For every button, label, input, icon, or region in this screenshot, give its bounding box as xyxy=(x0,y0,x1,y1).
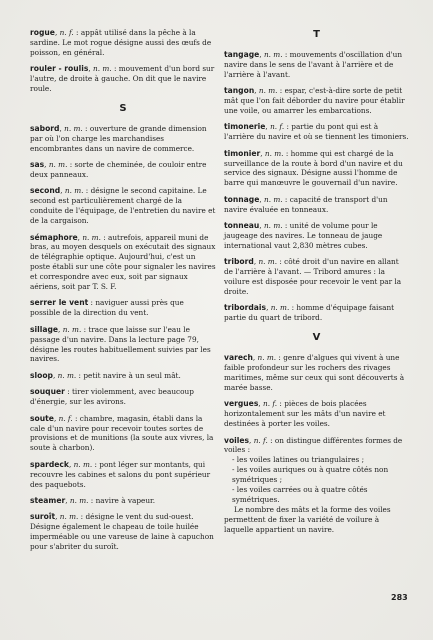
entry-line: sloop, n. m. : petit navire à un seul mât. xyxy=(30,370,181,380)
entry-definition: on distingue différentes formes de voiles : xyxy=(224,435,403,455)
entry-line: tribordais, n. m. : homme d'équipage faisant partie du quart de tribord. xyxy=(224,303,395,323)
entry-definition: espar, c'est-à-dire sorte de petit mât que l'on fait déborder du navire pour établir une voile, ou amarrer les embarcations. xyxy=(224,86,405,115)
entry-headword: varech xyxy=(224,353,253,363)
entry-line: serrer le vent : naviguer aussi près que possible de la direction du vent. xyxy=(30,298,184,318)
entry-line: rouler - roulis, n. m. : mouvement d'un bord sur l'autre, de droite à gauche. On dit que le navire roule. xyxy=(30,64,215,94)
glossary-entry xyxy=(30,160,216,180)
entry-definition: autrefois, appareil muni de bras, au moyen desquels on exécutait des signaux de télégraphie optique. Aujourd'hui, c'est un poste établi sur une côte pour signaler les navires et correspondre avec eux, soit par signaux aériens, soit par T. S. F. xyxy=(30,232,216,292)
entry-headword: soute xyxy=(30,413,54,423)
entry-definition: mouvements d'oscillation d'un navire dans le sens de l'avant à l'arrière et de l'arrière à l'avant. xyxy=(224,49,403,79)
glossary-entry xyxy=(30,64,216,94)
entry-definition: chambre, magasin, établi dans la cale d'un navire pour recevoir toutes sortes de provisions et de munitions (la soute aux vivres, la soute à charbon). xyxy=(30,413,214,453)
entry-bullet-text: les voiles auriques ou à quatre côtés non symétriques ; xyxy=(232,465,389,485)
entry-headword: suroît xyxy=(30,512,56,522)
entry-gram: n. m. xyxy=(258,86,278,96)
entry-gram: n. f. xyxy=(263,399,278,409)
entry-definition: navire à vapeur. xyxy=(95,495,156,505)
entry-line: tribord, n. m. : côté droit d'un navire en allant de l'arrière à l'avant. — Tribord amures : la voilure est disposée pour recevoir le vent par la droite. xyxy=(224,257,402,297)
entry-line: suroît, n. m. : désigne le vent du sud-ouest. Désigne également le chapeau de toile huilée imperméable ou une vareuse de laine à capuchon pour s'abriter du suroît. xyxy=(30,512,214,552)
entry-line: second, n. m. : désigne le second capitaine. Le second est particulièrement chargé de la conduite de l'équipage, de l'entretien du navire et de la cargaison. xyxy=(30,186,216,226)
glossary-entry xyxy=(224,399,409,429)
glossary-entry xyxy=(30,387,216,407)
entry-headword: spardeck xyxy=(30,459,69,469)
right-column xyxy=(224,28,409,541)
entry-gram: n. f. xyxy=(59,28,74,37)
glossary-entry xyxy=(224,149,409,189)
entry-headword: second xyxy=(30,186,61,196)
entry-bullet-text: les voiles carrées ou à quatre côtés symétriques. xyxy=(232,485,368,504)
entry-headword: rouler - roulis xyxy=(30,64,89,74)
entry-definition: naviguer aussi près que possible de la direction du vent. xyxy=(30,298,184,318)
entry-definition: appât utilisé dans la pêche à la sardine. Le mot rogue désigne aussi des œufs de poisson, en général. xyxy=(30,28,212,57)
glossary-entry xyxy=(30,512,216,552)
entry-gram: n. m. xyxy=(264,194,283,204)
entry-gram: n. f. xyxy=(270,122,285,132)
entry-gram: n. m. xyxy=(93,64,112,74)
entry-gram: n. m. xyxy=(69,495,89,505)
entry-gram: n. m. xyxy=(73,459,93,469)
entry-headword: timonier xyxy=(224,148,261,158)
entry-headword: serrer le vent xyxy=(30,298,89,308)
entry-line: sémaphore, n. m. : autrefois, appareil muni de bras, au moyen desquels on exécutait des signaux de télégraphie optique. Aujourd'hui, c'est un poste établi sur une côte pour signaler les navires et correspondre avec eux, soit par signaux aériens, soit par T. S. F. xyxy=(30,232,216,292)
entry-bullet: - les voiles latines ou triangulaires ; xyxy=(232,455,365,465)
entry-headword: steamer xyxy=(30,495,66,505)
entry-continuation: Le nombre des mâts et la forme des voiles permettent de fixer la variété de voilure à laquelle appartient un navire. xyxy=(224,504,391,534)
glossary-entry xyxy=(30,496,216,506)
entry-line: tonnage, n. m. : capacité de transport d'un navire évaluée en tonneaux. xyxy=(224,194,388,214)
entry-definition: unité de volume pour le jaugeage des navires. Le tonneau de jauge international vaut 2,830 mètres cubes. xyxy=(224,221,383,250)
entry-gram: n. f. xyxy=(253,435,268,445)
entry-headword: sémaphore xyxy=(30,232,78,242)
glossary-entry xyxy=(224,122,409,142)
entry-definition: pièces de bois placées horizontalement sur les mâts d'un navire et destinées à porter les voiles. xyxy=(224,399,386,429)
entry-headword: timonerie xyxy=(224,122,266,132)
section-letter: T xyxy=(313,29,320,40)
entry-definition: côté droit d'un navire en allant de l'arrière à l'avant. — Tribord amures : la voilure est disposée pour recevoir le vent par la droite. xyxy=(224,257,402,297)
entry-definition: mouvement d'un bord sur l'autre, de droite à gauche. On dit que le navire roule. xyxy=(30,64,215,94)
entry-definition: genre d'algues qui vivent à une faible profondeur sur les rochers des rivages maritimes, même sur ceux qui sont découverts à marée basse. xyxy=(224,353,405,392)
entry-line: tangon, n. m. : espar, c'est-à-dire sorte de petit mât que l'on fait déborder du navire pour établir une voile, ou amarrer les embarcations. xyxy=(224,86,405,115)
entry-definition: homme qui est chargé de la surveillance de la route à bord d'un navire et du service des signaux. Désigne aussi l'homme de barre qui manœuvre le gouvernail d'un navire. xyxy=(224,148,403,188)
entry-line: soute, n. f. : chambre, magasin, établi dans la cale d'un navire pour recevoir toutes sortes de provisions et de munitions (la soute aux vivres, la soute à charbon). xyxy=(30,413,214,453)
entry-definition: trace que laisse sur l'eau le passage d'un navire. Dans la lecture page 79, désigne les routes habituellement suivies par les navires. xyxy=(30,324,211,364)
glossary-entry xyxy=(30,186,216,226)
entry-gram: n. m. xyxy=(270,303,290,313)
entry-definition: pont léger sur montants, qui recouvre les cabines et salons du pont supérieur des paquebots. xyxy=(30,459,211,489)
entry-gram: n. m. xyxy=(263,49,283,59)
glossary-entry xyxy=(224,303,409,323)
glossary-entry xyxy=(30,298,216,318)
entry-gram: n. m. xyxy=(64,186,84,196)
entry-definition: sorte de cheminée, de couloir entre deux panneaux. xyxy=(30,160,207,179)
entry-gram: n. m. xyxy=(82,232,101,242)
glossary-entry xyxy=(30,325,216,365)
glossary-entry xyxy=(224,221,409,251)
entry-gram: n. m. xyxy=(258,257,278,267)
entry-line: tonneau, n. m. : unité de volume pour le jaugeage des navires. Le tonneau de jauge international vaut 2,830 mètres cubes. xyxy=(224,221,383,250)
entry-gram: n. m. xyxy=(59,512,79,522)
entry-line: vergues, n. f. : pièces de bois placées horizontalement sur les mâts d'un navire et destinées à porter les voiles. xyxy=(224,399,386,429)
entry-gram: n. m. xyxy=(62,324,82,334)
entry-definition: petit navire à un seul mât. xyxy=(83,370,181,380)
entry-headword: tribord xyxy=(224,257,254,267)
entry-gram: n. m. xyxy=(257,353,277,363)
entry-headword: rogue xyxy=(30,28,55,37)
left-column xyxy=(30,28,216,558)
section-letter: S xyxy=(119,102,127,114)
entry-line: rogue, n. f. : appât utilisé dans la pêche à la sardine. Le mot rogue désigne aussi des œufs de poisson, en général. xyxy=(30,28,212,57)
entry-headword: tribordais xyxy=(224,303,267,313)
glossary-entry xyxy=(30,414,216,454)
entry-line: steamer, n. m. : navire à vapeur. xyxy=(30,495,156,505)
entry-line: voiles, n. f. : on distingue différentes formes de voiles : xyxy=(224,435,403,455)
entry-headword: tonnage xyxy=(224,194,260,204)
entry-gram: n. m. xyxy=(64,123,83,133)
entry-headword: tangage xyxy=(224,49,260,59)
entry-bullet: - les voiles auriques ou à quatre côtés non symétriques ; xyxy=(232,465,389,485)
entry-gram: n. f. xyxy=(58,413,73,423)
entry-headword: tonneau xyxy=(224,221,260,231)
entry-headword: vergues xyxy=(224,399,259,409)
entry-gram: n. m. xyxy=(264,148,284,158)
glossary-entry xyxy=(224,257,409,297)
entry-line: spardeck, n. m. : pont léger sur montants, qui recouvre les cabines et salons du pont supérieur des paquebots. xyxy=(30,459,211,489)
entry-line: sillage, n. m. : trace que laisse sur l'eau le passage d'un navire. Dans la lecture page 79, désigne les routes habituellement suivies par les navires. xyxy=(30,324,211,364)
entry-gram: n. m. xyxy=(263,221,283,231)
section-letter: V xyxy=(312,332,321,344)
glossary-entry xyxy=(30,124,216,154)
entry-line: souquer : tirer violemment, avec beaucoup d'énergie, sur les avirons. xyxy=(30,387,194,407)
entry-bullets xyxy=(224,455,409,505)
entry-headword: sloop xyxy=(30,370,53,380)
glossary-entry xyxy=(224,353,409,393)
glossary-entry xyxy=(30,233,216,292)
entry-gram: n. m. xyxy=(57,370,77,380)
entry-definition: désigne le vent du sud-ouest. Désigne également le chapeau de toile huilée imperméable ou une vareuse de laine à capuchon pour s'abriter du suroît. xyxy=(30,512,214,552)
entry-definition: tirer violemment, avec beaucoup d'énergie, sur les avirons. xyxy=(30,387,194,407)
entry-bullet-text: les voiles latines ou triangulaires ; xyxy=(236,455,365,465)
entry-gram: n. m. xyxy=(48,160,68,170)
glossary-entry xyxy=(224,436,409,535)
entry-definition: homme d'équipage faisant partie du quart de tribord. xyxy=(224,303,395,323)
entry-headword: voiles xyxy=(224,435,250,445)
entry-definition: ouverture de grande dimension par où l'on charge les marchandises encombrantes dans un navire de commerce. xyxy=(30,123,207,153)
entry-line: tangage, n. m. : mouvements d'oscillation d'un navire dans le sens de l'avant à l'arrière et de l'arrière à l'avant. xyxy=(224,49,403,79)
entry-definition: désigne le second capitaine. Le second est particulièrement chargé de la conduite de l'équipage, de l'entretien du navire et de la cargaison. xyxy=(30,186,216,226)
entry-headword: tangon xyxy=(224,86,255,96)
glossary-entry xyxy=(30,371,216,381)
entry-line: sas, n. m. : sorte de cheminée, de couloir entre deux panneaux. xyxy=(30,160,207,179)
glossary-entry xyxy=(30,460,216,490)
entry-definition: capacité de transport d'un navire évaluée en tonneaux. xyxy=(224,194,388,214)
entry-bullet: - les voiles carrées ou à quatre côtés symétriques. xyxy=(232,485,368,504)
entry-line: timonerie, n. f. : partie du pont qui est à l'arrière du navire et où se tiennent les timoniers. xyxy=(224,122,409,142)
entry-line: sabord, n. m. : ouverture de grande dimension par où l'on charge les marchandises encombrantes dans un navire de commerce. xyxy=(30,123,207,153)
entry-line: varech, n. m. : genre d'algues qui vivent à une faible profondeur sur les rochers des rivages maritimes, même sur ceux qui sont découverts à marée basse. xyxy=(224,353,405,392)
entry-headword: sillage xyxy=(30,324,59,334)
glossary-entry xyxy=(224,195,409,215)
glossary-entry xyxy=(30,28,216,58)
entry-headword: sas xyxy=(30,160,45,170)
glossary-entry xyxy=(224,86,409,116)
page-number: 283 xyxy=(391,593,408,602)
entry-definition: partie du pont qui est à l'arrière du navire et où se tiennent les timoniers. xyxy=(224,122,409,142)
entry-headword: souquer xyxy=(30,387,65,397)
entry-headword: sabord xyxy=(30,123,60,133)
entry-line: timonier, n. m. : homme qui est chargé de la surveillance de la route à bord d'un navire et du service des signaux. Désigne aussi l'homme de barre qui manœuvre le gouvernail d'un navire. xyxy=(224,148,403,188)
glossary-entry xyxy=(224,50,409,80)
